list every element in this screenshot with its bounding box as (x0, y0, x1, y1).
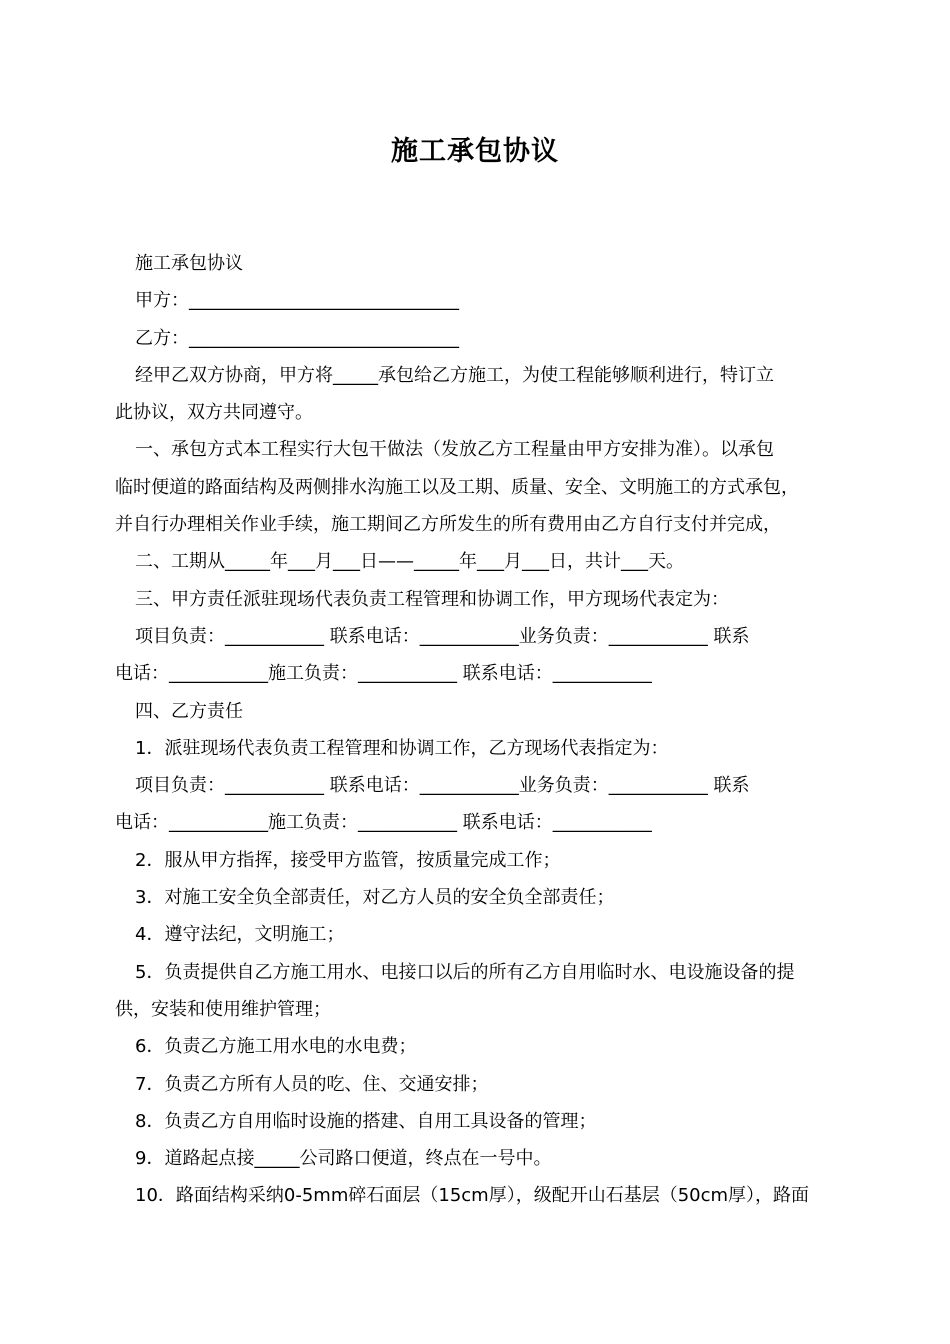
party-b-line: 乙方：______________________________ (135, 327, 459, 349)
item-9-line: 9．道路起点接_____公司路口便道，终点在一号中。 (135, 1148, 552, 1170)
item-4-line: 4．遵守法纪，文明施工； (135, 924, 345, 946)
section-1-line-2: 临时便道的路面结构及两侧排水沟施工以及工期、质量、安全、文明施工的方式承包， (115, 476, 799, 498)
intro-line-1: 经甲乙双方协商，甲方将_____承包给乙方施工，为使工程能够顺利进行，特订立 (135, 364, 774, 386)
section-3-line: 三、甲方责任派驻现场代表负责工程管理和协调工作，甲方现场代表定为： (135, 588, 729, 610)
party-b-contacts-line-1: 项目负责：___________ 联系电话：___________业务负责：___________ 联系 (135, 775, 750, 797)
paragraph-heading: 施工承包协议 (135, 253, 243, 274)
party-a-contacts-line-1: 项目负责：___________ 联系电话：___________业务负责：___________ 联系 (135, 625, 750, 647)
item-1-line: 1．派驻现场代表负责工程管理和协调工作，乙方现场代表指定为： (135, 737, 669, 759)
item-8-line: 8．负责乙方自用临时设施的搭建、自用工具设备的管理； (135, 1110, 597, 1132)
section-4-heading: 四、乙方责任 (135, 700, 243, 722)
intro-line-2: 此协议，双方共同遵守。 (115, 402, 313, 424)
document-body (115, 245, 837, 1215)
section-1-line-1: 一、承包方式本工程实行大包干做法（发放乙方工程量由甲方安排为准）。以承包 (135, 439, 774, 461)
party-a-line: 甲方：______________________________ (135, 290, 459, 312)
item-10-line: 10．路面结构采纳0-5mm碎石面层（15cm厚），级配开山石基层（50cm厚），路面 (135, 1185, 810, 1207)
document-title: 施工承包协议 (391, 136, 559, 167)
item-5-line-2: 供，安装和使用维护管理； (115, 998, 331, 1020)
party-b-contacts-line-2: 电话：___________施工负责：___________ 联系电话：___________ (115, 812, 652, 834)
section-2-line: 二、工期从_____年___月___日——_____年___月___日，共计___天。 (135, 551, 684, 573)
item-2-line: 2．服从甲方指挥，接受甲方监管，按质量完成工作； (135, 849, 561, 871)
party-a-contacts-line-2: 电话：___________施工负责：___________ 联系电话：___________ (115, 663, 652, 685)
item-7-line: 7．负责乙方所有人员的吃、住、交通安排； (135, 1073, 489, 1095)
item-3-line: 3．对施工安全负全部责任，对乙方人员的安全负全部责任； (135, 887, 615, 909)
section-1-line-3: 并自行办理相关作业手续，施工期间乙方所发生的所有费用由乙方自行支付并完成， (115, 514, 781, 536)
item-5-line-1: 5．负责提供自乙方施工用水、电接口以后的所有乙方自用临时水、电设施设备的提 (135, 961, 795, 983)
item-6-line: 6．负责乙方施工用水电的水电费； (135, 1036, 417, 1058)
